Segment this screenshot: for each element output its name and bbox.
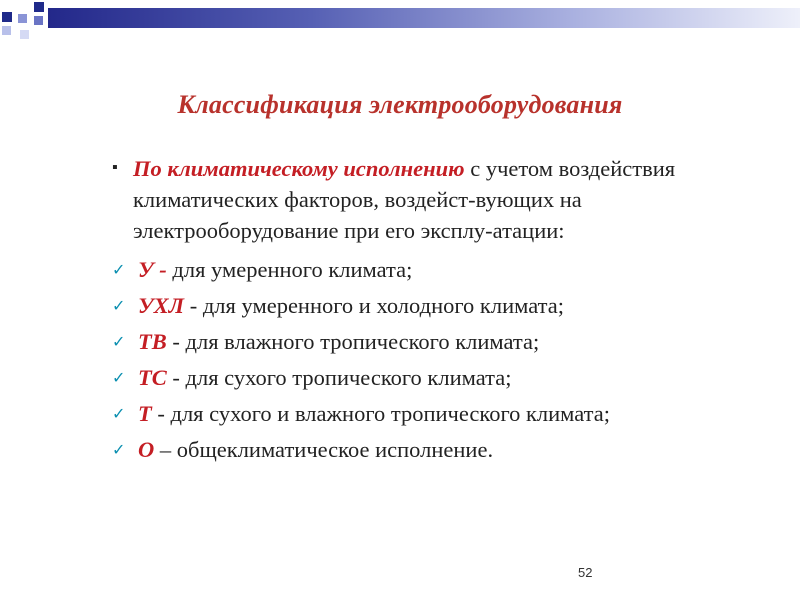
checkmark-bullet-icon: ✓ <box>112 296 126 315</box>
intro-paragraph <box>108 153 708 246</box>
list-item <box>108 288 708 324</box>
list-item <box>108 396 708 432</box>
decor-square <box>18 14 27 23</box>
item-separator: - <box>151 401 171 426</box>
item-text: общеклиматическое исполнение. <box>176 437 494 462</box>
item-code: ТС <box>138 365 167 390</box>
checkmark-bullet-icon: ✓ <box>112 440 126 459</box>
list-item <box>108 324 708 360</box>
intro-text: с учетом воздействия климатических факторов, воздейст-вующих на электрооборудование при его эксплу-атации: <box>133 156 676 243</box>
item-separator: - <box>166 365 186 390</box>
item-code: У <box>138 257 154 282</box>
item-text: для сухого тропического климата; <box>185 365 512 390</box>
checkmark-bullet-icon: ✓ <box>112 404 126 423</box>
item-separator: – <box>154 437 177 462</box>
list-item <box>108 360 708 396</box>
list-item <box>108 432 708 468</box>
classification-list <box>108 252 708 468</box>
square-bullet-icon: ▪ <box>112 159 118 176</box>
item-code: Т <box>138 401 152 426</box>
item-separator: - <box>153 257 173 282</box>
item-text: для сухого и влажного тропического климата; <box>170 401 611 426</box>
checkmark-bullet-icon: ✓ <box>112 368 126 387</box>
item-text: для умеренного климата; <box>172 257 413 282</box>
item-separator: - <box>184 293 203 318</box>
item-code: ТВ <box>138 329 167 354</box>
decor-square <box>34 2 44 12</box>
item-code: О <box>138 437 155 462</box>
decor-square <box>20 30 29 39</box>
list-item <box>108 252 708 288</box>
item-text: для влажного тропического климата; <box>185 329 540 354</box>
intro-term: По климатическому исполнению <box>133 156 465 181</box>
item-text: для умеренного и холодного климата; <box>202 293 564 318</box>
decor-square <box>2 26 11 35</box>
checkmark-bullet-icon: ✓ <box>112 332 126 351</box>
item-code: УХЛ <box>138 293 185 318</box>
page-number: 52 <box>578 565 593 580</box>
slide-body <box>108 153 708 468</box>
item-separator: - <box>166 329 186 354</box>
decor-square <box>2 12 12 22</box>
slide-title: Классификация электрооборудования <box>177 90 623 119</box>
decor-square <box>34 16 43 25</box>
checkmark-bullet-icon: ✓ <box>112 260 126 279</box>
header-gradient-band <box>48 8 800 28</box>
